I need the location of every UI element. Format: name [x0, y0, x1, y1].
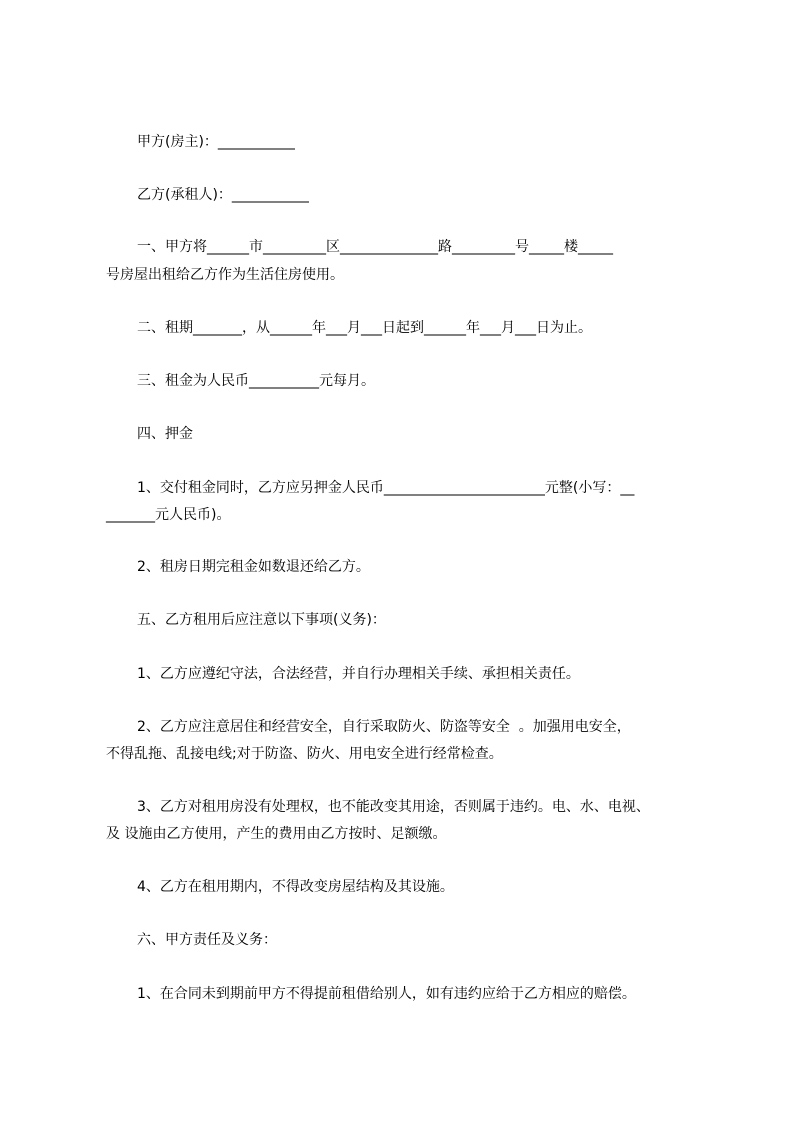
clause-1-line-1: 一、甲方将______市_________区______________路_________号_____楼_____: [137, 239, 613, 255]
clause-5-item-1: 1、乙方应遵纪守法，合法经营，并自行办理相关手续、承担相关责任。: [137, 666, 580, 682]
clause-5-item-2-line-2: 不得乱拖、乱接电线;对于防盗、防火、用电安全进行经常检查。: [106, 746, 503, 762]
clause-2: 二、租期_______，从______年___月___日起到______年___月___日为止。: [137, 320, 592, 336]
party-a-line: 甲方(房主)：___________: [137, 134, 295, 150]
clause-5-item-3-line-1: 3、乙方对租用房没有处理权，也不能改变其用途，否则属于违约。电、水、电视、: [137, 799, 650, 815]
clause-6-item-1: 1、在合同未到期前甲方不得提前租借给别人，如有违约应给于乙方相应的赔偿。: [137, 986, 636, 1002]
clause-5-item-2-line-1: 2、乙方应注意居住和经营安全，自行采取防火、防盗等安全 。加强用电安全，: [137, 719, 631, 735]
clause-6-title: 六、甲方责任及义务：: [137, 932, 277, 948]
clause-4-item-1-line-2: _______元人民币)。: [106, 507, 231, 523]
clause-3: 三、租金为人民币__________元每月。: [137, 373, 375, 389]
clause-5-item-3-line-2: 及 设施由乙方使用，产生的费用由乙方按时、足额缴。: [106, 826, 447, 842]
clause-4-title: 四、押金: [137, 426, 193, 442]
clause-5-item-4: 4、乙方在租用期内，不得改变房屋结构及其设施。: [137, 879, 454, 895]
clause-5-title: 五、乙方租用后应注意以下事项(义务)：: [137, 612, 386, 628]
clause-1-line-2: 号房屋出租给乙方作为生活住房使用。: [106, 267, 344, 283]
clause-4-item-1-line-1: 1、交付租金同时，乙方应另押金人民币_______________________元整(小写：__: [137, 480, 635, 496]
party-b-line: 乙方(承租人)：___________: [137, 187, 309, 203]
clause-4-item-2: 2、租房日期完租金如数退还给乙方。: [137, 559, 370, 575]
